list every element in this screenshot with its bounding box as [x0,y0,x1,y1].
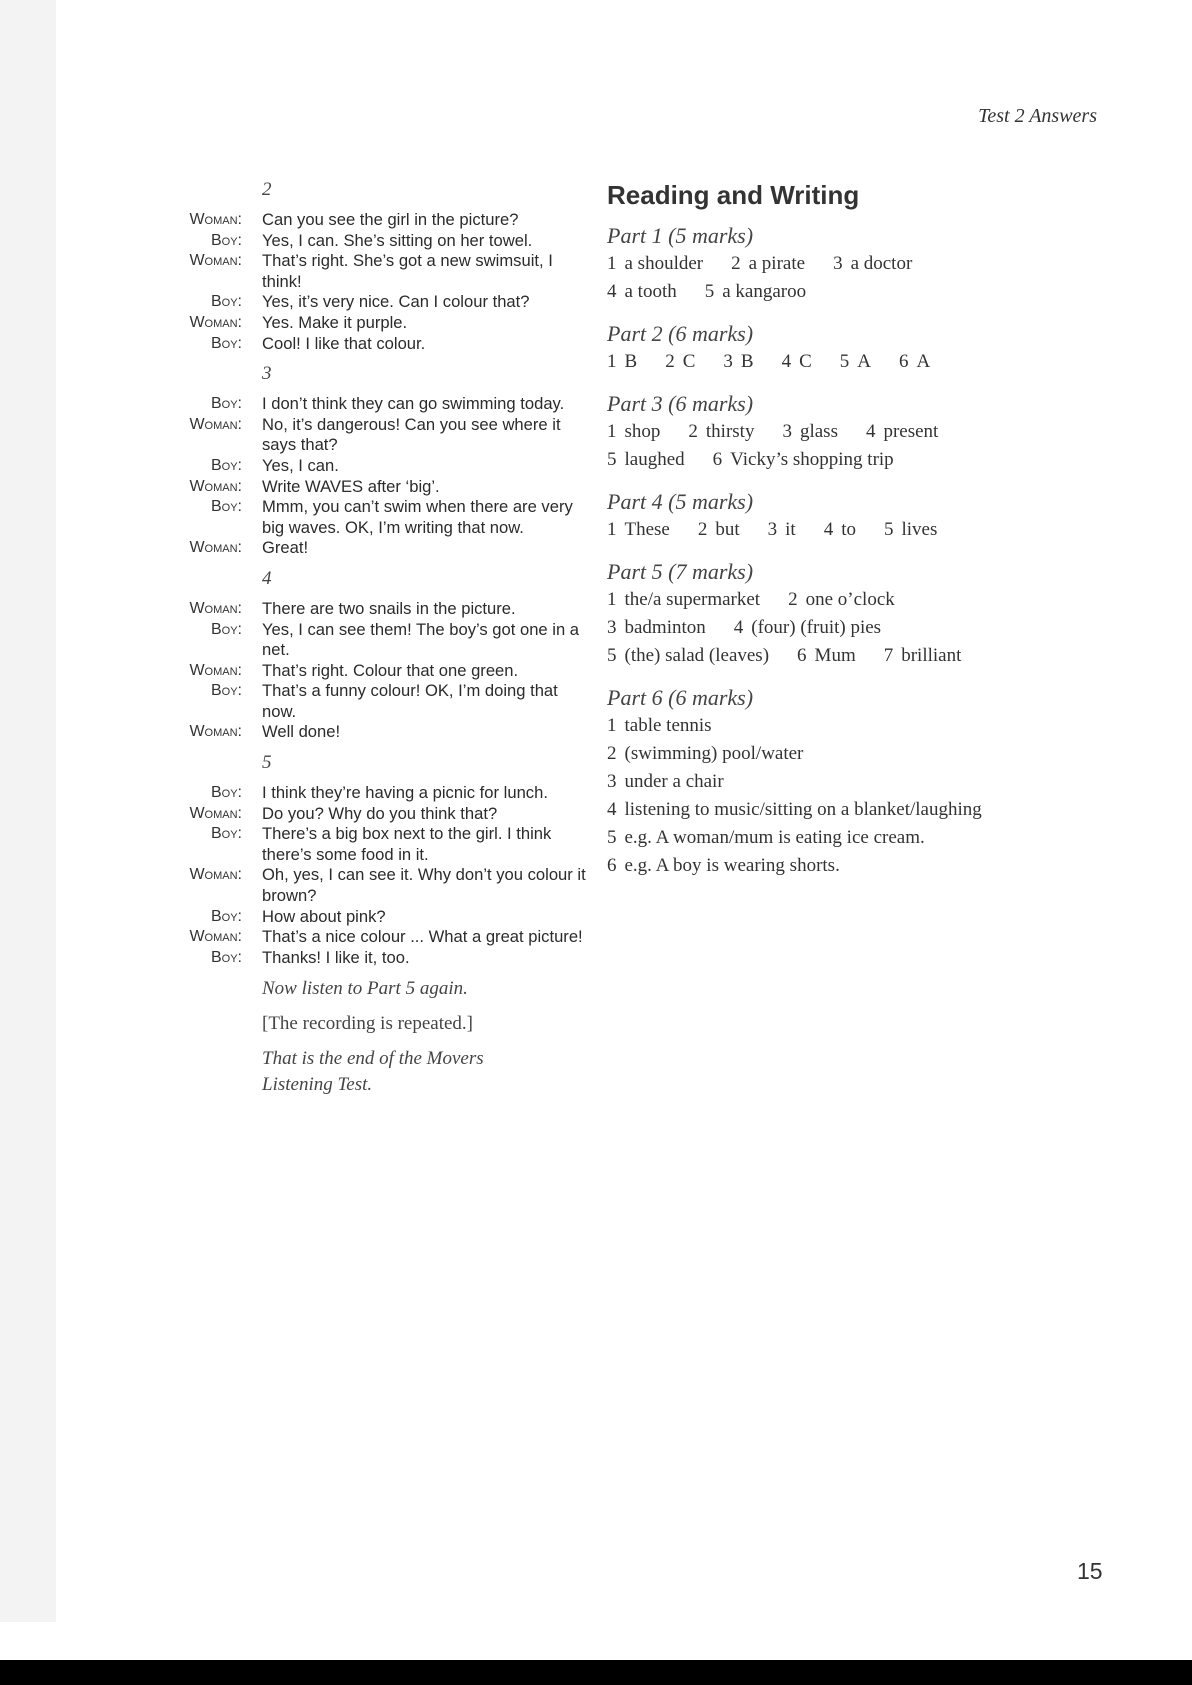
dialogue-line [178,907,588,928]
part-heading: Part 3 (6 marks) [607,391,754,416]
answer-row [607,824,1067,852]
dialogue-text: How about pink? [262,906,386,926]
answer-text: glass [799,421,838,442]
section-number: 2 [262,179,272,200]
dialogue-line [178,251,588,292]
page-number: 15 [1077,1558,1103,1584]
answer-text: it [785,519,796,540]
answer-item [731,250,805,278]
closing-instructions [262,976,588,1098]
speaker-label: Woman: [189,415,242,433]
dialogue-text: That’s a nice colour ... What a great picture! [262,927,583,947]
answer-text: e.g. A woman/mum is eating ice cream. [624,827,925,848]
answer-text: brilliant [901,645,962,666]
speaker-label: Boy: [210,682,242,700]
answer-item [607,824,925,852]
answer-row [607,740,1067,768]
page-edge-shadow [0,0,56,1622]
dialogue-text: There are two snails in the picture. [262,598,516,618]
answer-number: 5 [704,281,715,302]
answer-number: 1 [607,589,617,610]
dialogue-text: Yes, I can. [262,455,339,475]
dialogue-text: Yes, it’s very nice. Can I colour that? [262,292,530,312]
answer-text: the/a supermarket [624,589,761,610]
answer-number: 1 [607,519,617,540]
speaker-label: Boy: [210,948,242,966]
answer-text: e.g. A boy is wearing shorts. [624,855,840,876]
dialogue-text: Cool! I like that colour. [262,333,426,353]
answer-item [899,348,930,376]
answer-number: 3 [782,421,792,442]
dialogue-line [178,538,588,559]
dialogue-line [178,599,588,620]
dialogue-line [178,231,588,252]
answer-number: 1 [607,253,617,274]
speaker-label: Woman: [189,723,242,741]
answer-part [607,320,1067,376]
section-number: 3 [262,363,272,385]
speaker-label: Woman: [189,252,242,270]
dialogue-line [178,210,588,231]
dialogue-line [178,313,588,334]
dialogue-line [178,661,588,682]
answer-item [607,796,982,824]
answer-item [734,614,881,642]
answer-text: table tennis [624,715,712,736]
answer-item [705,278,806,306]
answer-number: 5 [607,645,617,666]
speaker-label: Boy: [210,784,242,802]
transcript-section [178,751,588,968]
answer-item [788,586,895,614]
answer-item [607,740,803,768]
dialogue-text: Well done! [262,722,341,742]
answer-text: to [841,519,856,540]
answer-number: 2 [788,589,798,610]
dialogue-line [178,497,588,538]
answer-item [698,516,740,544]
answer-row [607,348,1067,376]
answer-number: 3 [767,519,778,540]
dialogue-text: That’s a funny colour! OK, I’m doing that now. [262,681,558,721]
answer-row [607,642,1067,670]
dialogue-line [178,334,588,355]
answer-item [607,712,712,740]
answer-number: 1 [607,715,617,736]
answer-row [607,250,1067,278]
answer-part [607,222,1067,306]
answer-item [607,418,660,446]
answer-number: 1 [607,351,617,372]
answer-text: badminton [624,617,706,638]
section-number: 5 [262,752,272,774]
transcript-section [178,567,588,743]
answer-item [824,516,856,544]
end-line-2: Listening Test. [262,1074,373,1096]
running-head: Test 2 Answers [978,105,1097,127]
answer-item [688,418,754,446]
answer-number: 3 [833,253,843,274]
answer-text: a tooth [624,281,677,302]
answer-text: present [883,421,939,442]
speaker-label: Boy: [210,395,242,413]
dialogue-text: I don’t think they can go swimming today. [262,394,565,414]
answer-item [866,418,938,446]
answer-part [607,684,1067,880]
dialogue-line [178,783,588,804]
dialogue-text: Mmm, you can’t swim when there are very big waves. OK, I’m writing that now. [262,497,573,537]
dialogue-line [178,292,588,313]
answer-row [607,586,1067,614]
answer-row [607,418,1067,446]
speaker-label: Woman: [189,866,242,884]
answer-number: 1 [607,421,617,442]
dialogue-line [178,722,588,743]
answer-number: 5 [839,351,850,372]
speaker-label: Woman: [189,211,242,228]
answer-number: 3 [607,771,617,792]
answer-text: a doctor [850,253,913,274]
answer-row [607,446,1067,474]
answer-number: 6 [797,645,807,666]
section-number: 4 [262,567,272,589]
dialogue-text: Yes. Make it purple. [262,312,408,332]
listen-again-note: Now listen to Part 5 again. [262,978,468,1000]
transcript-section [178,178,588,354]
answer-parts [607,222,1067,880]
scan-bottom-border [0,1660,1192,1685]
answer-part [607,488,1067,544]
dialogue-text: That’s right. Colour that one green. [262,660,519,680]
answer-number: 4 [607,281,617,302]
answer-item [833,250,912,278]
answer-item [607,586,760,614]
dialogue-text: Write WAVES after ‘big’. [262,476,440,496]
answer-text: C [799,351,812,372]
answer-item [607,642,769,670]
speaker-label: Boy: [210,825,242,843]
answer-text: laughed [624,449,685,470]
answer-text: B [624,351,638,372]
answer-number: 5 [607,827,617,848]
speaker-label: Woman: [189,804,242,822]
answer-item [797,642,856,670]
answer-number: 4 [823,519,834,540]
answer-text: but [715,519,740,540]
answer-text: a shoulder [624,253,704,274]
end-line-1: That is the end of the Movers [262,1048,484,1070]
answer-text: (four) (fruit) pies [751,617,882,638]
answer-number: 2 [731,253,741,274]
speaker-label: Woman: [189,661,242,679]
answer-number: 4 [781,351,792,372]
dialogue-line [178,948,588,969]
answer-item [768,516,796,544]
speaker-label: Woman: [189,599,242,617]
answer-text: a pirate [748,253,806,274]
answer-item [884,516,937,544]
answer-text: Vicky’s shopping trip [730,449,894,470]
answer-row [607,712,1067,740]
dialogue-line [178,415,588,456]
reading-writing-answers [607,178,1067,894]
answer-number: 4 [733,617,744,638]
dialogue-text: Yes, I can see them! The boy’s got one in a net. [262,619,580,660]
end-of-test-note [262,1046,588,1098]
dialogue-text: There’s a big box next to the girl. I think there’s some food in it. [262,824,552,864]
answer-row [607,516,1067,544]
dialogue-line [178,394,588,415]
answer-number: 6 [712,449,723,470]
answer-row [607,768,1067,796]
answer-item [607,278,677,306]
dialogue-line [178,477,588,498]
answer-row [607,278,1067,306]
answer-item [607,446,685,474]
answer-text: (the) salad (leaves) [624,645,770,666]
answer-item [884,642,962,670]
speaker-label: Boy: [210,231,242,249]
answer-number: 6 [898,351,909,372]
transcript-section [178,362,588,559]
dialogue-line [178,927,588,948]
dialogue-text: Do you? Why do you think that? [262,803,498,823]
section-title: Reading and Writing [607,180,860,210]
dialogue-line [178,681,588,722]
answer-text: A [916,351,931,372]
answer-item [782,348,812,376]
answer-text: lives [901,519,938,540]
answer-number: 2 [688,421,698,442]
speaker-label: Boy: [210,293,242,311]
answer-item [782,418,838,446]
answer-number: 2 [697,519,708,540]
answer-item [607,768,724,796]
dialogue-text: That’s right. She’s got a new swimsuit, I think! [262,251,553,291]
dialogue-text: Great! [262,538,309,558]
answer-item [607,852,840,880]
answer-row [607,796,1067,824]
part-heading: Part 6 (6 marks) [607,685,754,710]
repeat-note: [The recording is repeated.] [262,1013,474,1035]
answer-item [607,348,637,376]
dialogue-line [178,824,588,865]
part-heading: Part 2 (6 marks) [607,321,754,346]
answer-text: A [857,351,871,372]
part-heading: Part 4 (5 marks) [607,489,754,514]
answer-item [607,516,670,544]
answer-number: 3 [723,351,733,372]
dialogue-line [178,456,588,477]
dialogue-text: Can you see the girl in the picture? [262,210,519,229]
answer-number: 7 [883,645,894,666]
answer-text: B [740,351,754,372]
answer-text: shop [624,421,661,442]
answer-row [607,852,1067,880]
speaker-label: Boy: [210,907,242,925]
dialogue-text: Yes, I can. She’s sitting on her towel. [262,230,533,250]
speaker-label: Woman: [189,313,242,331]
answer-item [607,614,706,642]
answer-part [607,558,1067,670]
listening-transcript [178,178,588,1098]
answer-item [607,250,703,278]
answer-number: 5 [884,519,894,540]
answer-text: Mum [814,645,856,666]
dialogue-text: Thanks! I like it, too. [262,947,410,967]
answer-item [840,348,871,376]
answer-number: 4 [607,799,617,820]
dialogue-line [178,804,588,825]
answer-item [723,348,753,376]
answer-text: listening to music/sitting on a blanket/laughing [624,799,982,820]
answer-text: (swimming) pool/water [624,743,804,764]
speaker-label: Boy: [210,620,242,638]
answer-part [607,390,1067,474]
speaker-label: Woman: [189,539,242,557]
answer-item [713,446,894,474]
dialogue-text: Oh, yes, I can see it. Why don’t you colour it brown? [262,865,586,906]
part-heading: Part 1 (5 marks) [607,223,754,248]
answer-number: 2 [665,351,675,372]
answer-text: a kangaroo [722,281,807,302]
speaker-label: Boy: [210,498,242,516]
answer-number: 2 [607,743,617,764]
answer-text: thirsty [705,421,755,442]
answer-text: C [682,351,696,372]
dialogue-text: I think they’re having a picnic for lunch. [262,783,548,803]
speaker-label: Boy: [210,334,242,352]
speaker-label: Woman: [189,928,242,946]
dialogue-text: No, it’s dangerous! Can you see where it says that? [262,414,561,455]
answer-item [665,348,695,376]
speaker-label: Boy: [210,456,242,474]
answer-number: 6 [607,855,617,876]
answer-number: 3 [607,617,617,638]
speaker-label: Woman: [189,477,242,495]
answer-number: 4 [865,421,876,442]
answer-row [607,614,1067,642]
answer-text: one o’clock [805,589,895,610]
answer-text: These [624,519,670,540]
answer-text: under a chair [624,771,724,792]
answer-number: 5 [607,449,617,470]
dialogue-line [178,620,588,661]
dialogue-line [178,865,588,906]
part-heading: Part 5 (7 marks) [607,559,754,584]
